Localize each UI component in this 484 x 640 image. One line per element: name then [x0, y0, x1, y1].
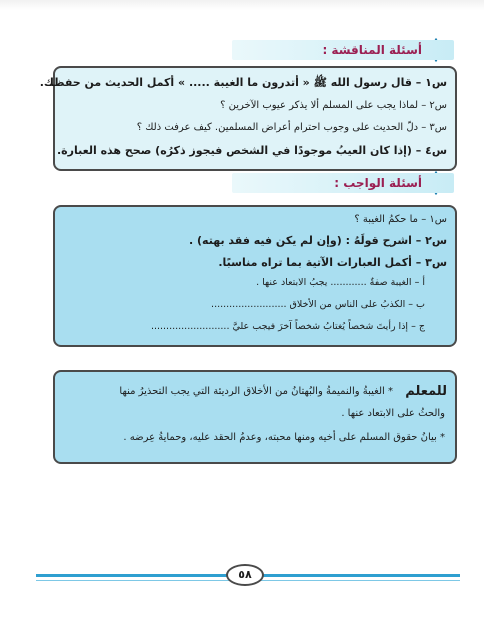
discussion-question-1: س١ – قال رسول الله ﷺ « أتدرون ما الغيبة ..... » أكمل الحديث من حفظك.: [39, 76, 447, 89]
homework-questions-box: [53, 205, 457, 347]
homework-question-3: س٣ – أكمل العبارات الآتية بما تراه مناسبًا.: [218, 256, 447, 269]
discussion-question-3: س٣ – دلّ الحديث على وجوب احترام أعراض المسلمين. كيف عرفت ذلك ؟: [136, 122, 447, 133]
discussion-question-2: س٢ – لماذا يجب على المسلم ألا يذكر عيوب الآخرين ؟: [220, 100, 447, 111]
teacher-label: للمعلم: [405, 384, 447, 399]
homework-item-c: ج – إذا رأيتَ شخصاً يُغتابُ شخصاً آخرَ فيجب عليَّ ..........................: [150, 321, 425, 332]
teacher-note-1-line-1: * الغيبةُ والنميمةُ والبُهتانُ من الأخلاق الرديئة التي يجب التحذيرُ منها: [119, 386, 393, 397]
discussion-questions-box: [39, 66, 457, 171]
teacher-note-1-line-2: والحثُ على الابتعاد عنها .: [341, 408, 445, 419]
top-edge-shading: [0, 0, 484, 10]
discussion-section-title: أسئلة المناقشة :: [232, 40, 454, 60]
homework-question-1: س١ – ما حكمُ الغيبة ؟: [354, 214, 447, 225]
page-number: ٥٨: [226, 564, 264, 586]
homework-question-2: س٢ – اشرح قولَهُ : (وإن لم يكن فيه فقد بهته) .: [189, 234, 447, 247]
homework-item-a: أ – الغيبة صفةٌ ............ يجبُ الابتعاد عنها .: [256, 277, 425, 288]
homework-section-title: أسئلة الواجب :: [232, 173, 454, 193]
teacher-note-2: * بيانُ حقوق المسلم على أخيه ومنها محبته، وعدمُ الحقد عليه، وحمايةُ عِرضه .: [123, 432, 445, 443]
teacher-note-box: [53, 370, 457, 464]
discussion-question-4: س٤ – (إذا كان العيبُ موجودًا في الشخص فيجوز ذكرُه) صحح هذه العبارة.: [57, 144, 447, 157]
homework-item-b: ب – الكذبُ على الناس من الأخلاق .........................: [211, 299, 425, 310]
